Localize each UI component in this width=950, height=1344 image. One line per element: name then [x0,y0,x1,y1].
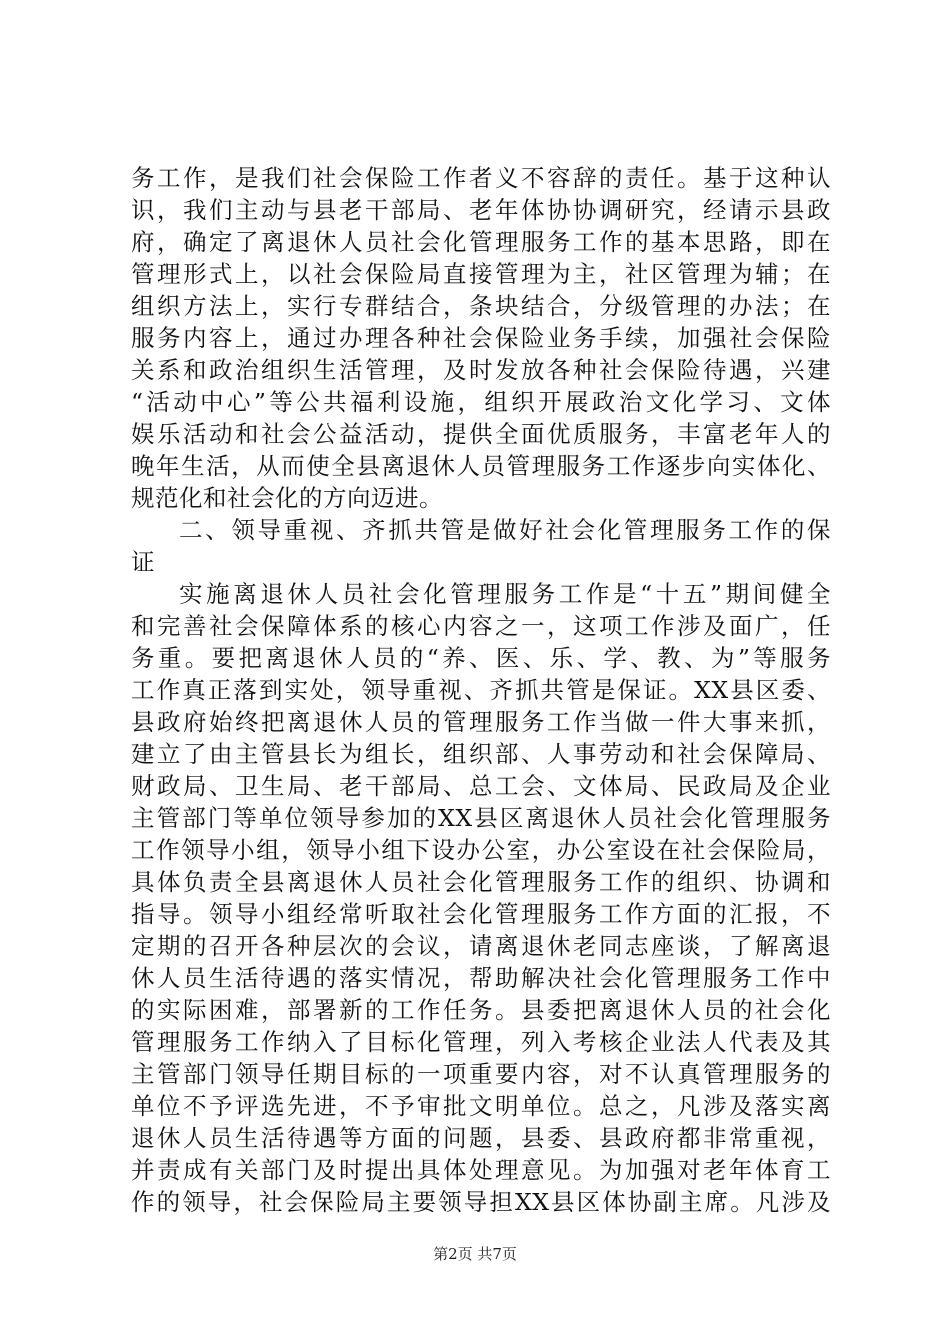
text-line: 工作真正落到实处，领导重视、齐抓共管是保证。XX县区委、 [131,676,831,704]
text-line: 并责成有关部门及时提出具体处理意见。为加强对老年体育工 [131,1156,831,1184]
text-line: 和完善社会保障体系的核心内容之一，这项工作涉及面广，任 [131,612,831,640]
text-line: 休人员生活待遇的落实情况，帮助解决社会化管理服务工作中 [131,964,831,992]
text-line: 识，我们主动与县老干部局、老年体协协调研究，经请示县政 [131,196,831,224]
text-line: 退休人员生活待遇等方面的问题，县委、县政府都非常重视， [131,1124,831,1152]
text-line: 务工作，是我们社会保险工作者义不容辞的责任。基于这种认 [131,164,831,192]
text-line: 组织方法上，实行专群结合，条块结合，分级管理的办法；在 [131,292,831,320]
text-line: 工作领导小组，领导小组下设办公室，办公室设在社会保险局， [131,836,831,864]
text-line: 府，确定了离退休人员社会化管理服务工作的基本思路，即在 [131,228,831,256]
text-line: 具体负责全县离退休人员社会化管理服务工作的组织、协调和 [131,868,831,896]
text-line: 主管部门等单位领导参加的XX县区离退休人员社会化管理服务 [131,804,831,832]
page-footer: 第2页 共7页 [433,1245,517,1263]
document-body [131,162,831,1218]
text-line: 晚年生活，从而使全县离退休人员管理服务工作逐步向实体化、 [131,452,831,480]
text-line: 管理服务工作纳入了目标化管理，列入考核企业法人代表及其 [131,1028,831,1056]
text-line: 建立了由主管县长为组长，组织部、人事劳动和社会保障局、 [131,740,831,768]
text-line: 务重。要把离退休人员的“养、医、乐、学、教、为”等服务 [131,644,831,672]
text-line: 县政府始终把离退休人员的管理服务工作当做一件大事来抓， [131,708,831,736]
text-line: 二、领导重视、齐抓共管是做好社会化管理服务工作的保 [179,516,831,544]
text-line: 关系和政治组织生活管理，及时发放各种社会保险待遇，兴建 [131,356,831,384]
text-line: 娱乐活动和社会公益活动，提供全面优质服务，丰富老年人的 [131,420,831,448]
text-line: 服务内容上，通过办理各种社会保险业务手续，加强社会保险 [131,324,831,352]
text-line: 财政局、卫生局、老干部局、总工会、文体局、民政局及企业 [131,772,831,800]
text-line: 管理形式上，以社会保险局直接管理为主，社区管理为辅；在 [131,260,831,288]
text-line: 的实际困难，部署新的工作任务。县委把离退休人员的社会化 [131,996,831,1024]
text-line: 实施离退休人员社会化管理服务工作是“十五”期间健全 [179,580,831,608]
text-line: 证 [131,548,155,576]
text-line: 指导。领导小组经常听取社会化管理服务工作方面的汇报，不 [131,900,831,928]
text-line: 定期的召开各种层次的会议，请离退休老同志座谈，了解离退 [131,932,831,960]
text-line: “活动中心”等公共福利设施，组织开展政治文化学习、文体 [131,388,831,416]
text-line: 主管部门领导任期目标的一项重要内容，对不认真管理服务的 [131,1060,831,1088]
text-line: 单位不予评选先进，不予审批文明单位。总之，凡涉及落实离 [131,1092,831,1120]
text-line: 作的领导，社会保险局主要领导担XX县区体协副主席。凡涉及 [131,1188,831,1216]
text-line: 规范化和社会化的方向迈进。 [131,484,443,512]
